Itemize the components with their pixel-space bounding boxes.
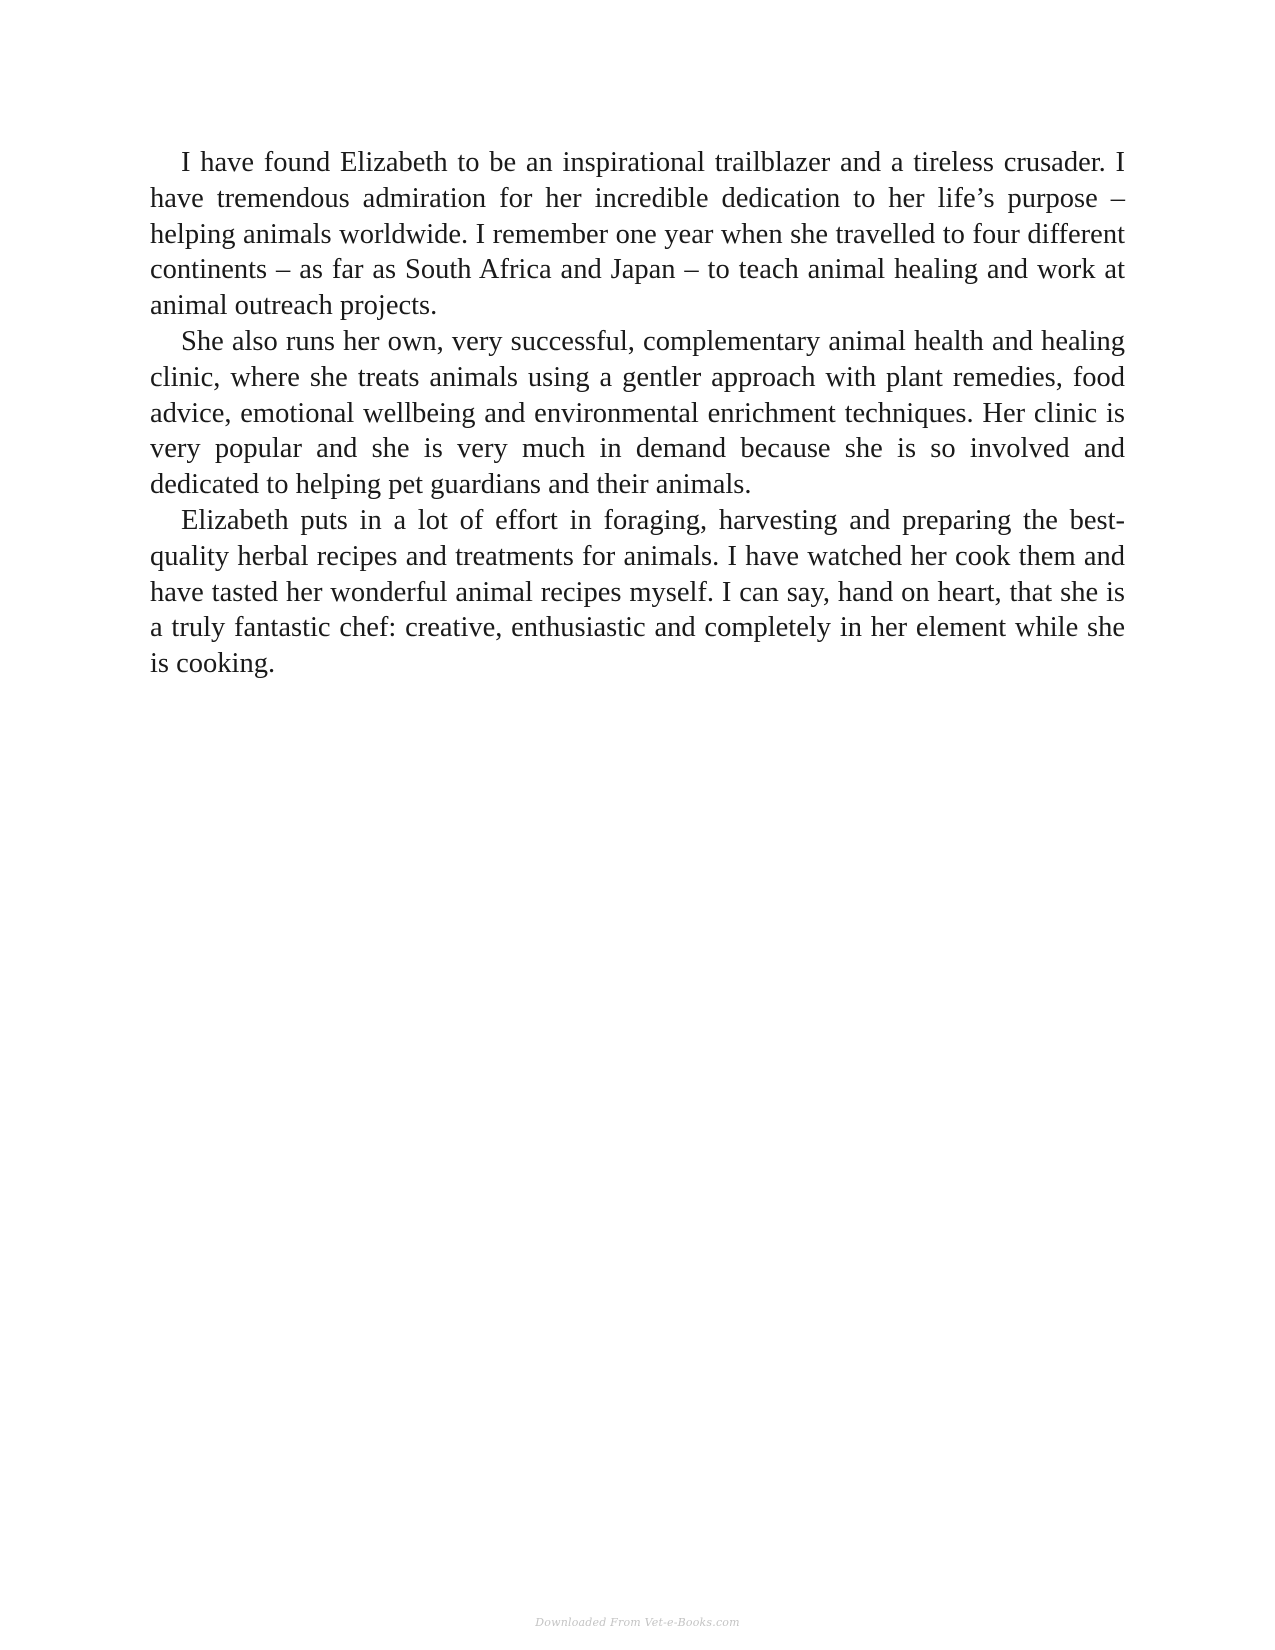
footer-watermark: Downloaded From Vet-e-Books.com xyxy=(535,1616,740,1629)
body-text xyxy=(150,145,1125,682)
paragraph-3: Elizabeth puts in a lot of effort in foraging, harvesting and preparing the best-quality herbal recipes and treatments for animals. I have watched her cook them and have tasted her wonderful animal recipes myself. I can say, hand on heart, that she is a truly fantastic chef: creative, enthusiastic and completely in her element while she is cooking. xyxy=(150,504,1125,680)
paragraph-2: She also runs her own, very successful, complementary animal health and healing clinic, where she treats animals using a gentler approach with plant remedies, food advice, emotional wellbeing and environmental enrichment techniques. Her clinic is very popular and she is very much in demand because she is so involved and dedicated to helping pet guardians and their animals. xyxy=(150,325,1125,501)
paragraph-1: I have found Elizabeth to be an inspirational trailblazer and a tireless crusader. I have tremendous admiration for her incredible dedication to her life’s purpose – helping animals worldwide. I remember one year when she travelled to four different continents – as far as South Africa and Japan – to teach animal healing and work at animal outreach projects. xyxy=(150,147,1125,322)
